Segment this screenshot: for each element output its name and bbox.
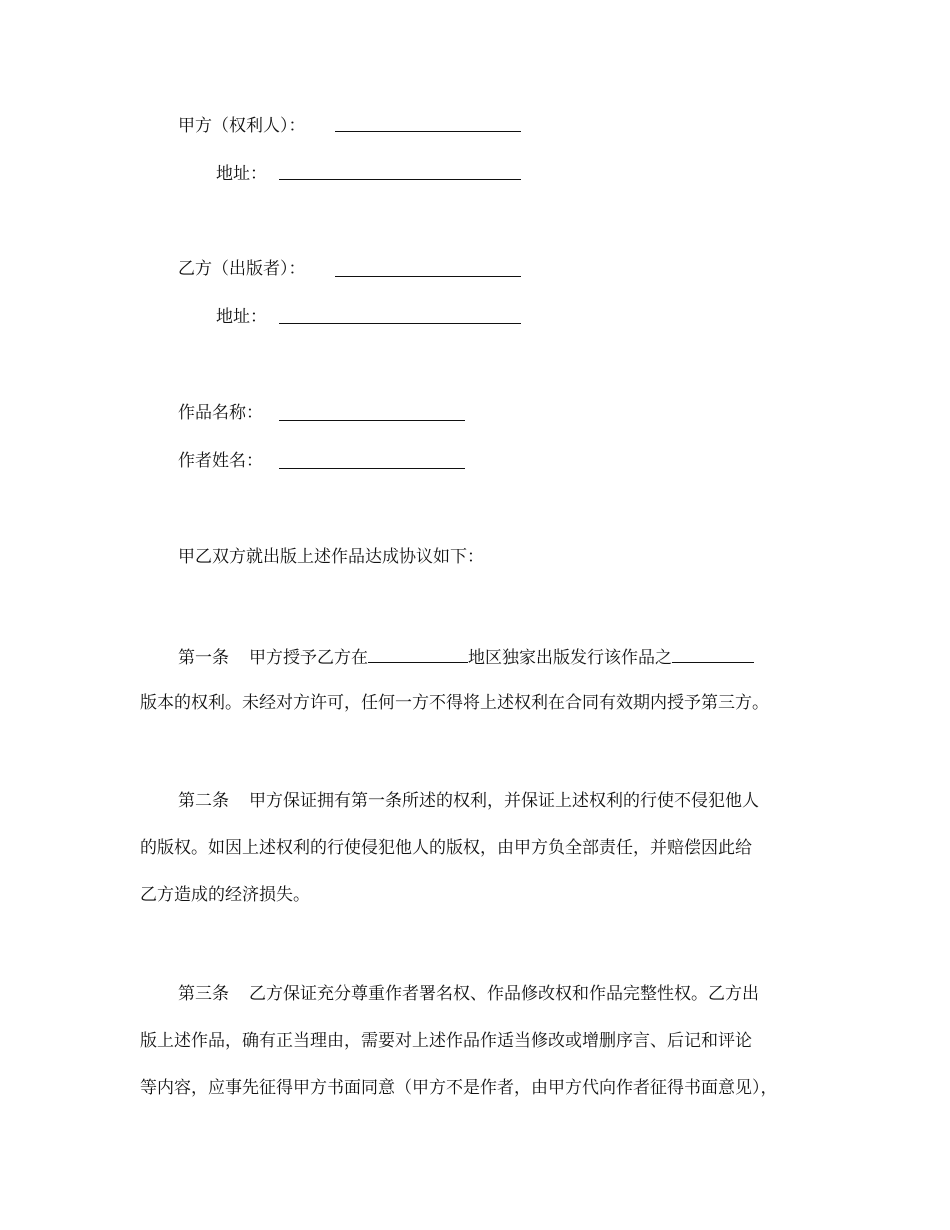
article-3-number: 第三条 xyxy=(178,984,229,1004)
work-title-blank[interactable] xyxy=(279,420,465,421)
article-2-line1: 甲方保证拥有第一条所述的权利，并保证上述权利的行使不侵犯他人 xyxy=(249,791,759,811)
author-name-label: 作者姓名： xyxy=(178,451,263,471)
party-b-address-blank[interactable] xyxy=(279,323,521,324)
article-2-first-line xyxy=(178,791,759,811)
party-a-label: 甲方（权利人）： xyxy=(178,116,306,136)
author-name-blank[interactable] xyxy=(279,468,465,469)
article-2-line2: 的版权。如因上述权利的行使侵犯他人的版权，由甲方负全部责任，并赔偿因此给 xyxy=(140,838,752,858)
article-1-text-part1: 甲方授予乙方在 xyxy=(249,648,368,668)
article-3-line3: 等内容，应事先征得甲方书面同意（甲方不是作者，由甲方代向作者征得书面意见）， xyxy=(140,1078,778,1098)
work-title-label: 作品名称： xyxy=(178,403,263,423)
article-1-region-blank[interactable] xyxy=(368,646,468,663)
party-b-label: 乙方（出版者）： xyxy=(178,259,306,279)
article-1-text-part2: 地区独家出版发行该作品之 xyxy=(468,648,672,668)
article-3-first-line xyxy=(178,984,759,1004)
party-a-address-blank[interactable] xyxy=(279,179,521,180)
article-1-first-line xyxy=(178,646,754,666)
party-a-address-label: 地址： xyxy=(216,164,267,184)
article-2-number: 第二条 xyxy=(178,791,229,811)
article-1-second-line: 版本的权利。未经对方许可，任何一方不得将上述权利在合同有效期内授予第三方。 xyxy=(140,693,769,713)
article-3-line1: 乙方保证充分尊重作者署名权、作品修改权和作品完整性权。乙方出 xyxy=(249,984,759,1004)
party-b-address-label: 地址： xyxy=(216,307,267,327)
party-a-name-blank[interactable] xyxy=(335,131,521,132)
article-2-line3: 乙方造成的经济损失。 xyxy=(140,885,310,905)
party-b-name-blank[interactable] xyxy=(335,276,521,277)
article-3-line2: 版上述作品，确有正当理由，需要对上述作品作适当修改或增删序言、后记和评论 xyxy=(140,1031,752,1051)
article-1-edition-blank[interactable] xyxy=(672,646,754,663)
article-1-number: 第一条 xyxy=(178,648,229,668)
agreement-intro: 甲乙双方就出版上述作品达成协议如下： xyxy=(178,547,484,567)
